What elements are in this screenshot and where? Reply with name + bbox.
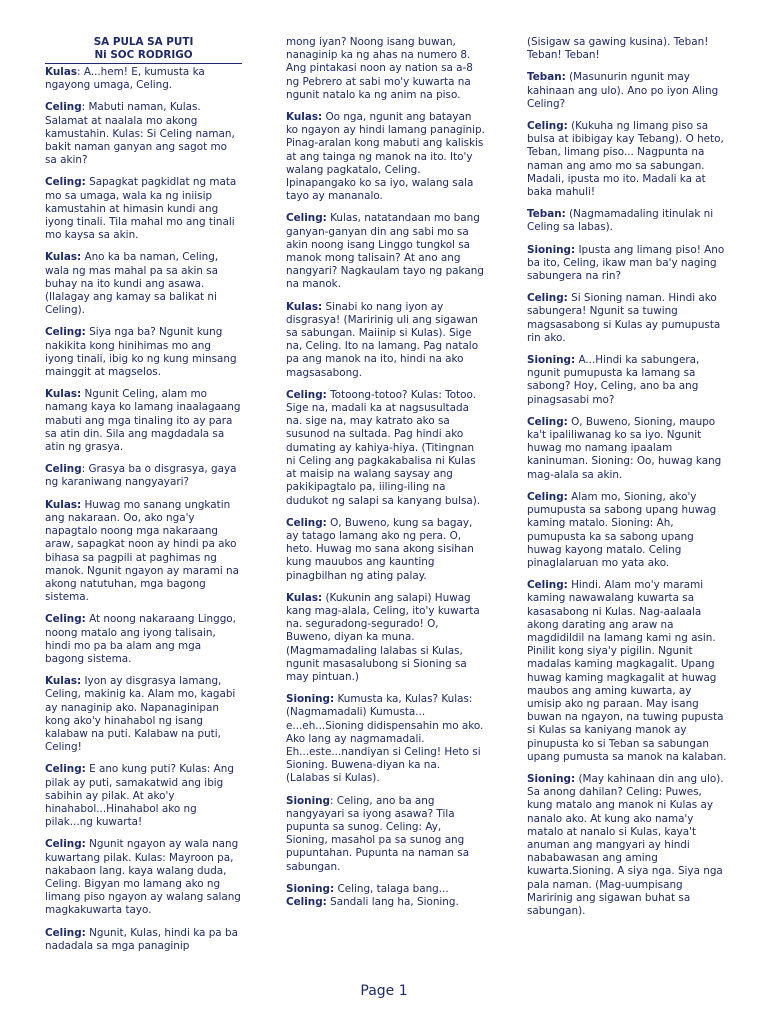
dialogue-text: At noong nakaraang Linggo, noong matalo ang iyong talisain, hindi mo pa ba alam ang mga bagong sistema.: [45, 613, 236, 665]
dialogue-text: Mabuti naman, Kulas. Salamat at naalala mo akong kamustahin. Kulas: Si Celing naman, bakit naman ganyan ang sagot mo sa akin?: [45, 101, 235, 167]
dialogue-paragraph: [286, 795, 486, 874]
dialogue-paragraph: [45, 388, 242, 454]
dialogue-text: Sinabi ko nang iyon ay disgrasya! (Maririnig uli ang sigawan sa sabungan. Maiinip si Kulas). Sige na, Celing. Ito na lamang. Pag natalo pa ang manok na ito, hindi na ako magsasabong.: [286, 300, 479, 379]
dialogue-text: (Kukuha ng limang piso sa bulsa at ibibigay kay Tebang). O heto, Teban, limang piso... Nagpunta na naman ang amo mo sa sabungan. Madali, ipusta mo ito. Madali ka at baka mahuli!: [527, 120, 724, 199]
dialogue-paragraph: [527, 416, 727, 482]
dialogue-text: (May kahinaan din ang ulo). Sa anong dahilan? Celing: Puwes, kung matalo ang manok ni Kulas ay nanalo ako. At kung ako nama'y matalo at nanalo si Kulas, kaya't anuman ang mangyari ay hindi nababawasan ang aming kuwarta.Sioning. A siya nga. Siya nga pala naman. (Mag-uumpisang Maririnig ang sigawan buhat sa sabungan).: [527, 772, 724, 917]
dialogue-paragraph: [45, 927, 242, 953]
speaker-name: Celing:: [286, 516, 327, 529]
speaker-name: Celing:: [286, 388, 327, 401]
speaker-name: Celing:: [45, 763, 86, 776]
dialogue-text: Ngunit Celing, alam mo namang kaya ko lamang inaalagaang mabuti ang mga tinaling ito ay para sa atin din. Sila ang magdadala sa atin ng grasya.: [45, 388, 241, 454]
dialogue-paragraph: [527, 773, 727, 918]
dialogue-paragraph: [286, 301, 486, 380]
dialogue-paragraph: [45, 326, 242, 379]
speaker-name: Kulas: [45, 66, 78, 78]
dialogue-paragraph: [45, 499, 242, 605]
dialogue-text: Totoong-totoo? Kulas: Totoo. Sige na, madali ka at nagsusultada na. sige na, may katrato ako sa susunod na sultada. Pag hindi ako dumating ay kahiya-hiya. (Titingnan ni Celing ang pagkakabalisa ni Kulas at maisip na walang saysay ang pakikipagtalo pa, iiling-iling na dudukot ng salapi sa kanyang bulsa).: [286, 388, 481, 507]
dialogue-text: Sapagkat pagkidlat ng mata mo sa umaga, wala ka ng iniisip kamustahin at himasin kundi ang iyong tinali. Tila mahal mo ang tinali mo kaysa sa akin.: [45, 176, 237, 242]
dialogue-paragraph: [45, 838, 242, 917]
speaker-name: Sioning:: [527, 243, 576, 256]
column-3-paragraphs: [527, 36, 727, 918]
speaker-name: Teban:: [527, 71, 566, 84]
dialogue-text: Hindi. Alam mo'y marami kaming nawawalang kuwarta sa kasasabong ni Kulas. Nag-aalaala akong darating ang araw na magdidildil na lamang kami ng asin. Pinilit kong siya'y pigilin. Ngunit madalas kaming magkagalit. Upang huwag kaming magkagalit at huwag maubos ang aming kuwarta, ay umisip ako ng paraan. May isang buwan na ngayon, na tuwing pupusta si Kulas sa kaniyang manok ay pinupusta ko si Teban sa sabungan upang pumusta sa manok na kalaban.: [527, 579, 727, 763]
dialogue-text: O, Buweno, kung sa bagay, ay tatago lamang ako ng pera. O, heto. Huwag mo sana akong sisihan kung mauubos ang kaunting pinagbilhan ng ating palay.: [286, 516, 474, 582]
dialogue-text: Iyon ay disgrasya lamang, Celing, makinig ka. Alam mo, kagabi ay nanaginip ako. Napanaginipan kong ako'y hinahabol ng isang kalabaw na puti. Kalabaw na puti, Celing!: [45, 675, 236, 754]
dialogue-text: (Sisigaw sa gawing kusina). Teban! Teban! Teban!: [527, 36, 709, 62]
dialogue-paragraph: [286, 883, 486, 896]
speaker-name: Celing:: [45, 326, 86, 339]
dialogue-text: (Kukunin ang salapi) Huwag kang mag-alala, Celing, ito'y kuwarta na. seguradong-segurado! O, Buweno, diyan ka muna. (Magmamadaling lalabas si Kulas, ngunit masasalubong si Sioning sa may pintuan.): [286, 591, 480, 683]
dialogue-paragraph: [45, 463, 242, 489]
dialogue-text: Ano ka ba naman, Celing, wala ng mas mahal pa sa akin sa buhay na ito kundi ang asawa. (Ilalagay ang kamay sa balikat ni Celing).: [45, 251, 219, 317]
dialogue-paragraph: [45, 251, 242, 317]
speaker-name: Sioning:: [286, 882, 335, 895]
dialogue-paragraph: [286, 212, 486, 291]
column-1: [45, 36, 242, 962]
speaker-name: Sioning:: [527, 354, 576, 367]
speaker-name: Celing:: [286, 895, 327, 908]
dialogue-text: O, Buweno, Sioning, maupo ka't ipaliliwanag ko sa iyo. Ngunit huwag mo namang ipaalam kaninuman. Sioning: Oo, huwag kang mag-alala sa akin.: [527, 415, 722, 481]
dialogue-paragraph: [45, 66, 242, 92]
column-3: [527, 36, 727, 927]
dialogue-paragraph: [45, 675, 242, 754]
speaker-name: Celing: [45, 463, 82, 476]
dialogue-paragraph: [527, 491, 727, 570]
dialogue-paragraph: [286, 693, 486, 785]
speaker-name: Celing:: [527, 292, 568, 305]
dialogue-text: Si Sioning naman. Hindi ako sabungera! Ngunit sa tuwing magsasabong si Kulas ay pumupusta rin ako.: [527, 292, 721, 344]
speaker-name: Kulas:: [286, 591, 323, 604]
speaker-name: Kulas:: [45, 251, 82, 264]
dialogue-paragraph: [286, 389, 486, 508]
dialogue-text: A...Hindi ka sabungera, ngunit pumupusta ka lamang sa sabong? Hoy, Celing, ano ba ang pinagsasabi mo?: [527, 354, 700, 406]
dialogue-paragraph: [527, 71, 727, 111]
dialogue-paragraph: [286, 896, 486, 909]
dialogue-text: Ngunit, Kulas, hindi ka pa ba nadadala sa mga panaginip: [45, 926, 238, 952]
speaker-name: Celing:: [45, 176, 86, 189]
dialogue-text: Grasya ba o disgrasya, gaya ng karaniwang nangyayari?: [45, 463, 237, 489]
column-2: [286, 36, 486, 918]
speaker-name: Celing:: [45, 613, 86, 626]
dialogue-paragraph: [286, 517, 486, 583]
dialogue-paragraph: [45, 613, 242, 666]
dialogue-paragraph: [45, 763, 242, 829]
dialogue-text: Ipusta ang limang piso! Ano ba ito, Celing, ikaw man ba'y naging sabungera na rin?: [527, 243, 725, 283]
speaker-name: Celing:: [45, 838, 86, 851]
speaker-name: Kulas:: [45, 388, 82, 401]
dialogue-text: (Nagmamadaling itinulak ni Celing sa labas).: [527, 208, 714, 234]
speaker-name: Sioning:: [286, 693, 335, 706]
dialogue-paragraph: [527, 354, 727, 407]
dialogue-paragraph: [527, 208, 727, 234]
dialogue-paragraph: [286, 36, 486, 102]
dialogue-text: : Celing, ano ba ang nangyayari sa iyong asawa? Tila pupunta sa sunog. Celing: Ay, Sioning, masahol pa sa sunog ang pupuntahan. Pupunta na naman sa sabungan.: [286, 794, 470, 873]
speaker-colon: :: [81, 101, 86, 114]
dialogue-text: Huwag mo sanang ungkatin ang nakaraan. Oo, ako nga'y napagtalo noong mga nakaraang araw, sapagkat noon ay hindi pa ako bihasa sa pagpili at paghimas ng manok. Ngunit ngayon ay marami na akong natutuhan, mga bagong sistema.: [45, 498, 240, 604]
column-1-paragraphs: [45, 66, 242, 953]
dialogue-text: (Masunurin ngunit may kahinaan ang ulo). Ano po iyon Aling Celing?: [527, 71, 719, 110]
speaker-name: Celing:: [527, 415, 568, 428]
speaker-name: Sioning: [286, 794, 330, 807]
speaker-name: Teban:: [527, 208, 566, 221]
speaker-name: Celing:: [286, 212, 327, 225]
author-line: Ni SOC RODRIGO: [94, 48, 193, 61]
dialogue-paragraph: [527, 120, 727, 199]
speaker-name: Celing:: [527, 490, 568, 503]
dialogue-paragraph: [527, 244, 727, 284]
speaker-colon: :: [81, 463, 86, 476]
title-block: [45, 36, 242, 61]
dialogue-text: A...hem! E, kumusta ka ngayong umaga, Celing.: [45, 66, 205, 92]
dialogue-text: Ngunit ngayon ay wala nang kuwartang pilak. Kulas: Mayroon pa, nakabaon lang. kaya walang duda, Celing. Bigyan mo lamang ako ng limang piso ngayon ay walang salang magkakuwarta tayo.: [45, 838, 241, 917]
dialogue-text: mong iyan? Noong isang buwan, nanaginip ka ng ahas na numero 8. Ang pintakasi noon ay nation sa a-8 ng Pebrero at sabi mo'y kuwarta na ngunit natalo ka ng anim na piso.: [286, 36, 473, 101]
speaker-name: Celing:: [45, 926, 86, 939]
title-divider: [45, 63, 242, 64]
speaker-name: Celing:: [527, 579, 568, 592]
dialogue-text: Oo nga, ngunit ang batayan ko ngayon ay hindi lamang panaginip. Pinag-aralan kong mabuti ang kaliskis at ang tainga ng manok na ito. Ito'y walang pagkatalo, Celing. Ipinapangako ko sa iyo, walang sala tayo ay mananalo.: [286, 111, 485, 203]
speaker-name: Celing:: [527, 120, 568, 133]
speaker-name: Sioning:: [527, 772, 576, 785]
speaker-colon: :: [77, 66, 81, 78]
dialogue-text: E ano kung puti? Kulas: Ang pilak ay puti, samakatwid ang ibig sabihin ay pilak. At ako'y hinahabol...Hinahabol ako ng pilak...ng kuwarta!: [45, 763, 234, 829]
dialogue-text: Kumusta ka, Kulas? Kulas: (Nagmamadali) Kumusta... e...eh...Sioning didispensahin mo ako. Ako lang ay nagmamadali. Eh...este...nandiyan si Celing! Heto si Sioning. Buwena-diyan ka na. (Lalabas si Kulas).: [286, 693, 484, 785]
dialogue-paragraph: [527, 36, 727, 62]
dialogue-paragraph: [286, 592, 486, 684]
column-2-paragraphs: [286, 36, 486, 909]
page-number: Page 1: [360, 983, 408, 999]
speaker-name: Celing: [45, 101, 82, 114]
dialogue-text: Celing, talaga bang...: [334, 882, 449, 895]
dialogue-paragraph: [527, 579, 727, 764]
dialogue-text: Kulas, natatandaan mo bang ganyan-ganyan din ang sabi mo sa akin noong isang Linggo tungkol sa manok mong talisain? At ano ang nangyari? Nagkaulam tayo ng pakang na manok.: [286, 212, 484, 291]
speaker-name: Kulas:: [286, 111, 323, 124]
dialogue-text: Sandali lang ha, Sioning.: [326, 895, 459, 908]
speaker-name: Kulas:: [45, 498, 82, 511]
dialogue-paragraph: [45, 176, 242, 242]
speaker-name: Kulas:: [45, 675, 82, 688]
dialogue-paragraph: [45, 101, 242, 167]
speaker-name: Kulas:: [286, 300, 323, 313]
dialogue-text: Siya nga ba? Ngunit kung nakikita kong hinihimas mo ang iyong tinali, ibig ko ng kung minsang mainggit at magselos.: [45, 326, 237, 379]
dialogue-text: Alam mo, Sioning, ako'y pumupusta sa sabong upang huwag kaming matalo. Sioning: Ah, pumupusta ka sa sabong upang huwag kayong matalo. Celing pinaglalaruan mo yata ako.: [527, 490, 717, 569]
dialogue-paragraph: [527, 292, 727, 345]
page-title: SA PULA SA PUTI: [93, 36, 194, 48]
dialogue-paragraph: [286, 111, 486, 203]
